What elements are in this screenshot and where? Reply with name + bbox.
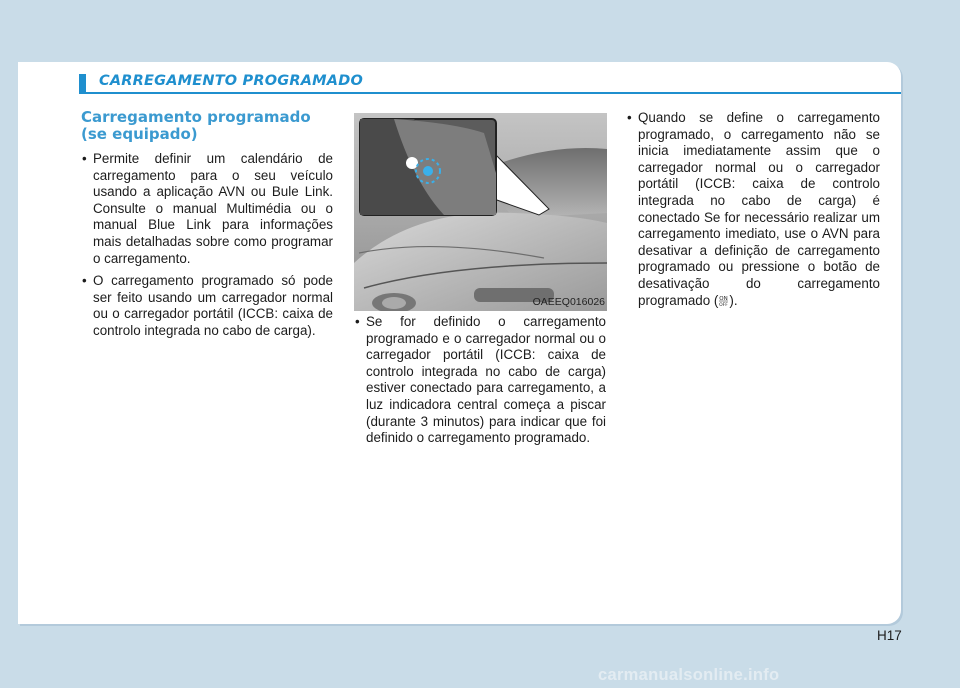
bullet-4-text: Quando se define o carregamento programado, o carregamento não se inicia imediatamente assim que o carregador normal ou o carregador portátil (ICCB: caixa de controlo integrada no cabo de carga) é conectado Se for necessário realizar um carregamento imediato, use o AVN para desativar a definição de carregamento programado ou pressione o botão de desativação do carregamento programado ( (638, 110, 880, 308)
column-1 (82, 151, 333, 346)
header-accent (79, 74, 86, 92)
section-heading-line1: Carregamento programado (81, 108, 311, 126)
on-off-button-icon (718, 294, 729, 307)
column-3 (627, 110, 880, 315)
bullet-3: • Se for definido o carregamento programado e o carregador normal ou o carregador portátil (ICCB: caixa de controlo integrada no cabo de carga) estiver conectado para carregamento, a luz indicadora central começa a piscar (durante 3 minutos) para indicar que foi definido o carregamento programado. (355, 314, 606, 447)
bullet-4 (627, 110, 880, 309)
figure-code: OAEEQ016026 (532, 296, 605, 308)
section-heading-line2: (se equipado) (81, 125, 198, 143)
page-title: CARREGAMENTO PROGRAMADO (99, 73, 363, 89)
svg-text:ON: ON (719, 295, 729, 302)
header-rule (79, 92, 901, 94)
watermark: carmanualsonline.info (598, 666, 780, 684)
car-hood-illustration (354, 113, 607, 311)
column-2 (355, 314, 606, 453)
bullet-2: • O carregamento programado só pode ser feito usando um carregador normal ou o carregador portátil (ICCB: caixa de controlo integrada no cabo de carga). (82, 273, 333, 339)
svg-text:OFF: OFF (719, 302, 729, 307)
bullet-4-end: ). (729, 292, 738, 308)
bullet-1: • Permite definir um calendário de carregamento para o seu veículo usando a aplicação AVN ou Bule Link. Consulte o manual Multimédia ou o manual Blue Link para informações mais detalhadas sobre como programar o carregamento. (82, 151, 333, 267)
section-header (79, 74, 905, 93)
section-heading (81, 109, 341, 143)
page-number: H17 (877, 628, 902, 643)
car-hood-figure (354, 113, 607, 311)
